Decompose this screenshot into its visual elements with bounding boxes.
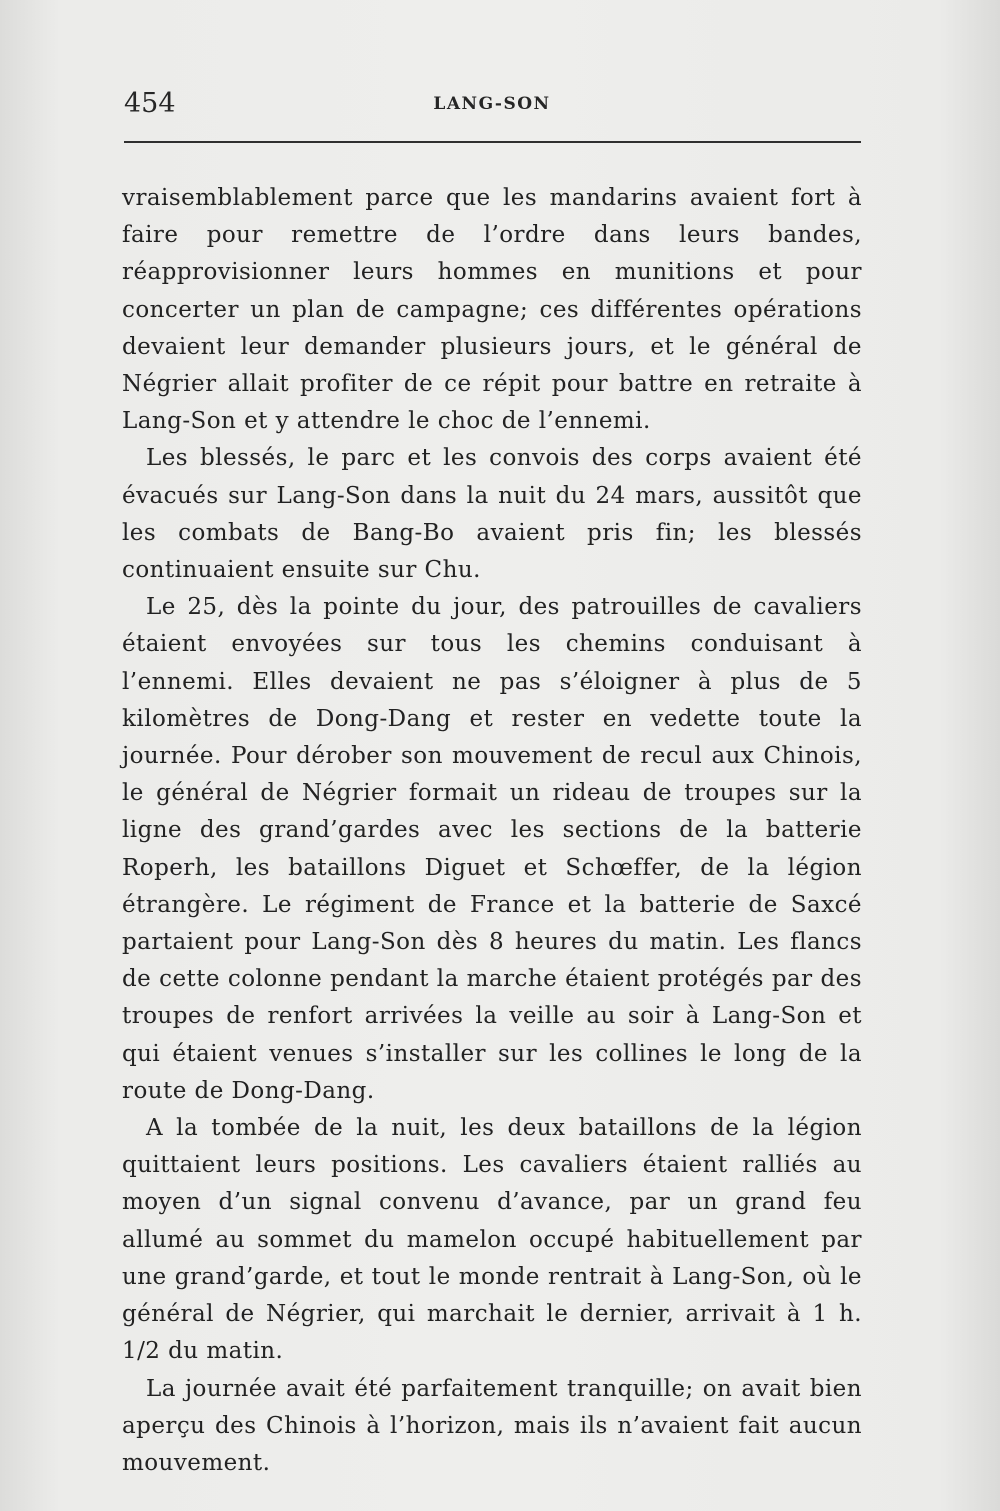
paragraph-5: La journée avait été parfaitement tranquille; on avait bien aperçu des Chinois à l’horizon, mais ils n’avaient fait aucun mouvement. [122,1375,862,1476]
paragraph-3: Le 25, dès la pointe du jour, des patrouilles de cavaliers étaient envoyées sur tous les chemins conduisant à l’ennemi. Elles devaient ne pas s’éloigner à plus de 5 kilomètres de Dong-Dang et rester en vedette toute la journée. Pour dérober son mouvement de recul aux Chinois, le général de Négrier formait un rideau de troupes sur la ligne des grand’gardes avec les sections de la batterie Roperh, les bataillons Diguet et Schœffer, de la légion étrangère. Le régiment de France et la batterie de Saxcé partaient pour Lang-Son dès 8 heures du matin. Les flancs de cette colonne pendant la marche étaient protégés par des troupes de renfort arrivées la veille au soir à Lang-Son et qui étaient venues s’installer sur les collines le long de la route de Dong-Dang. [122,594,862,1104]
page-header [122,88,862,122]
header-rule [124,141,861,143]
paragraph-2: Les blessés, le parc et les convois des corps avaient été évacués sur Lang-Son dans la nuit du 24 mars, aussitôt que les combats de Bang-Bo avaient pris fin; les blessés continuaient ensuite sur Chu. [122,445,862,584]
page-number: 454 [124,88,176,119]
paragraph-4: A la tombée de la nuit, les deux bataillons de la légion quittaient leurs positions. Les cavaliers étaient ralliés au moyen d’un signal convenu d’avance, par un grand feu allumé au sommet du mamelon occupé habituellement par une grand’garde, et tout le monde rentrait à Lang-Son, où le général de Négrier, qui marchait le dernier, arrivait à 1 h. 1/2 du matin. [122,1115,862,1365]
paragraph-1: vraisemblablement parce que les mandarins avaient fort à faire pour remettre de l’ordre dans leurs bandes, réapprovisionner leurs hommes en munitions et pour concerter un plan de campagne; ces différentes opérations devaient leur demander plusieurs jours, et le général de Négrier allait profiter de ce répit pour battre en retraite à Lang-Son et y attendre le choc de l’ennemi. [122,185,862,435]
body-text [122,180,862,1482]
running-title: LANG-SON [433,94,551,114]
